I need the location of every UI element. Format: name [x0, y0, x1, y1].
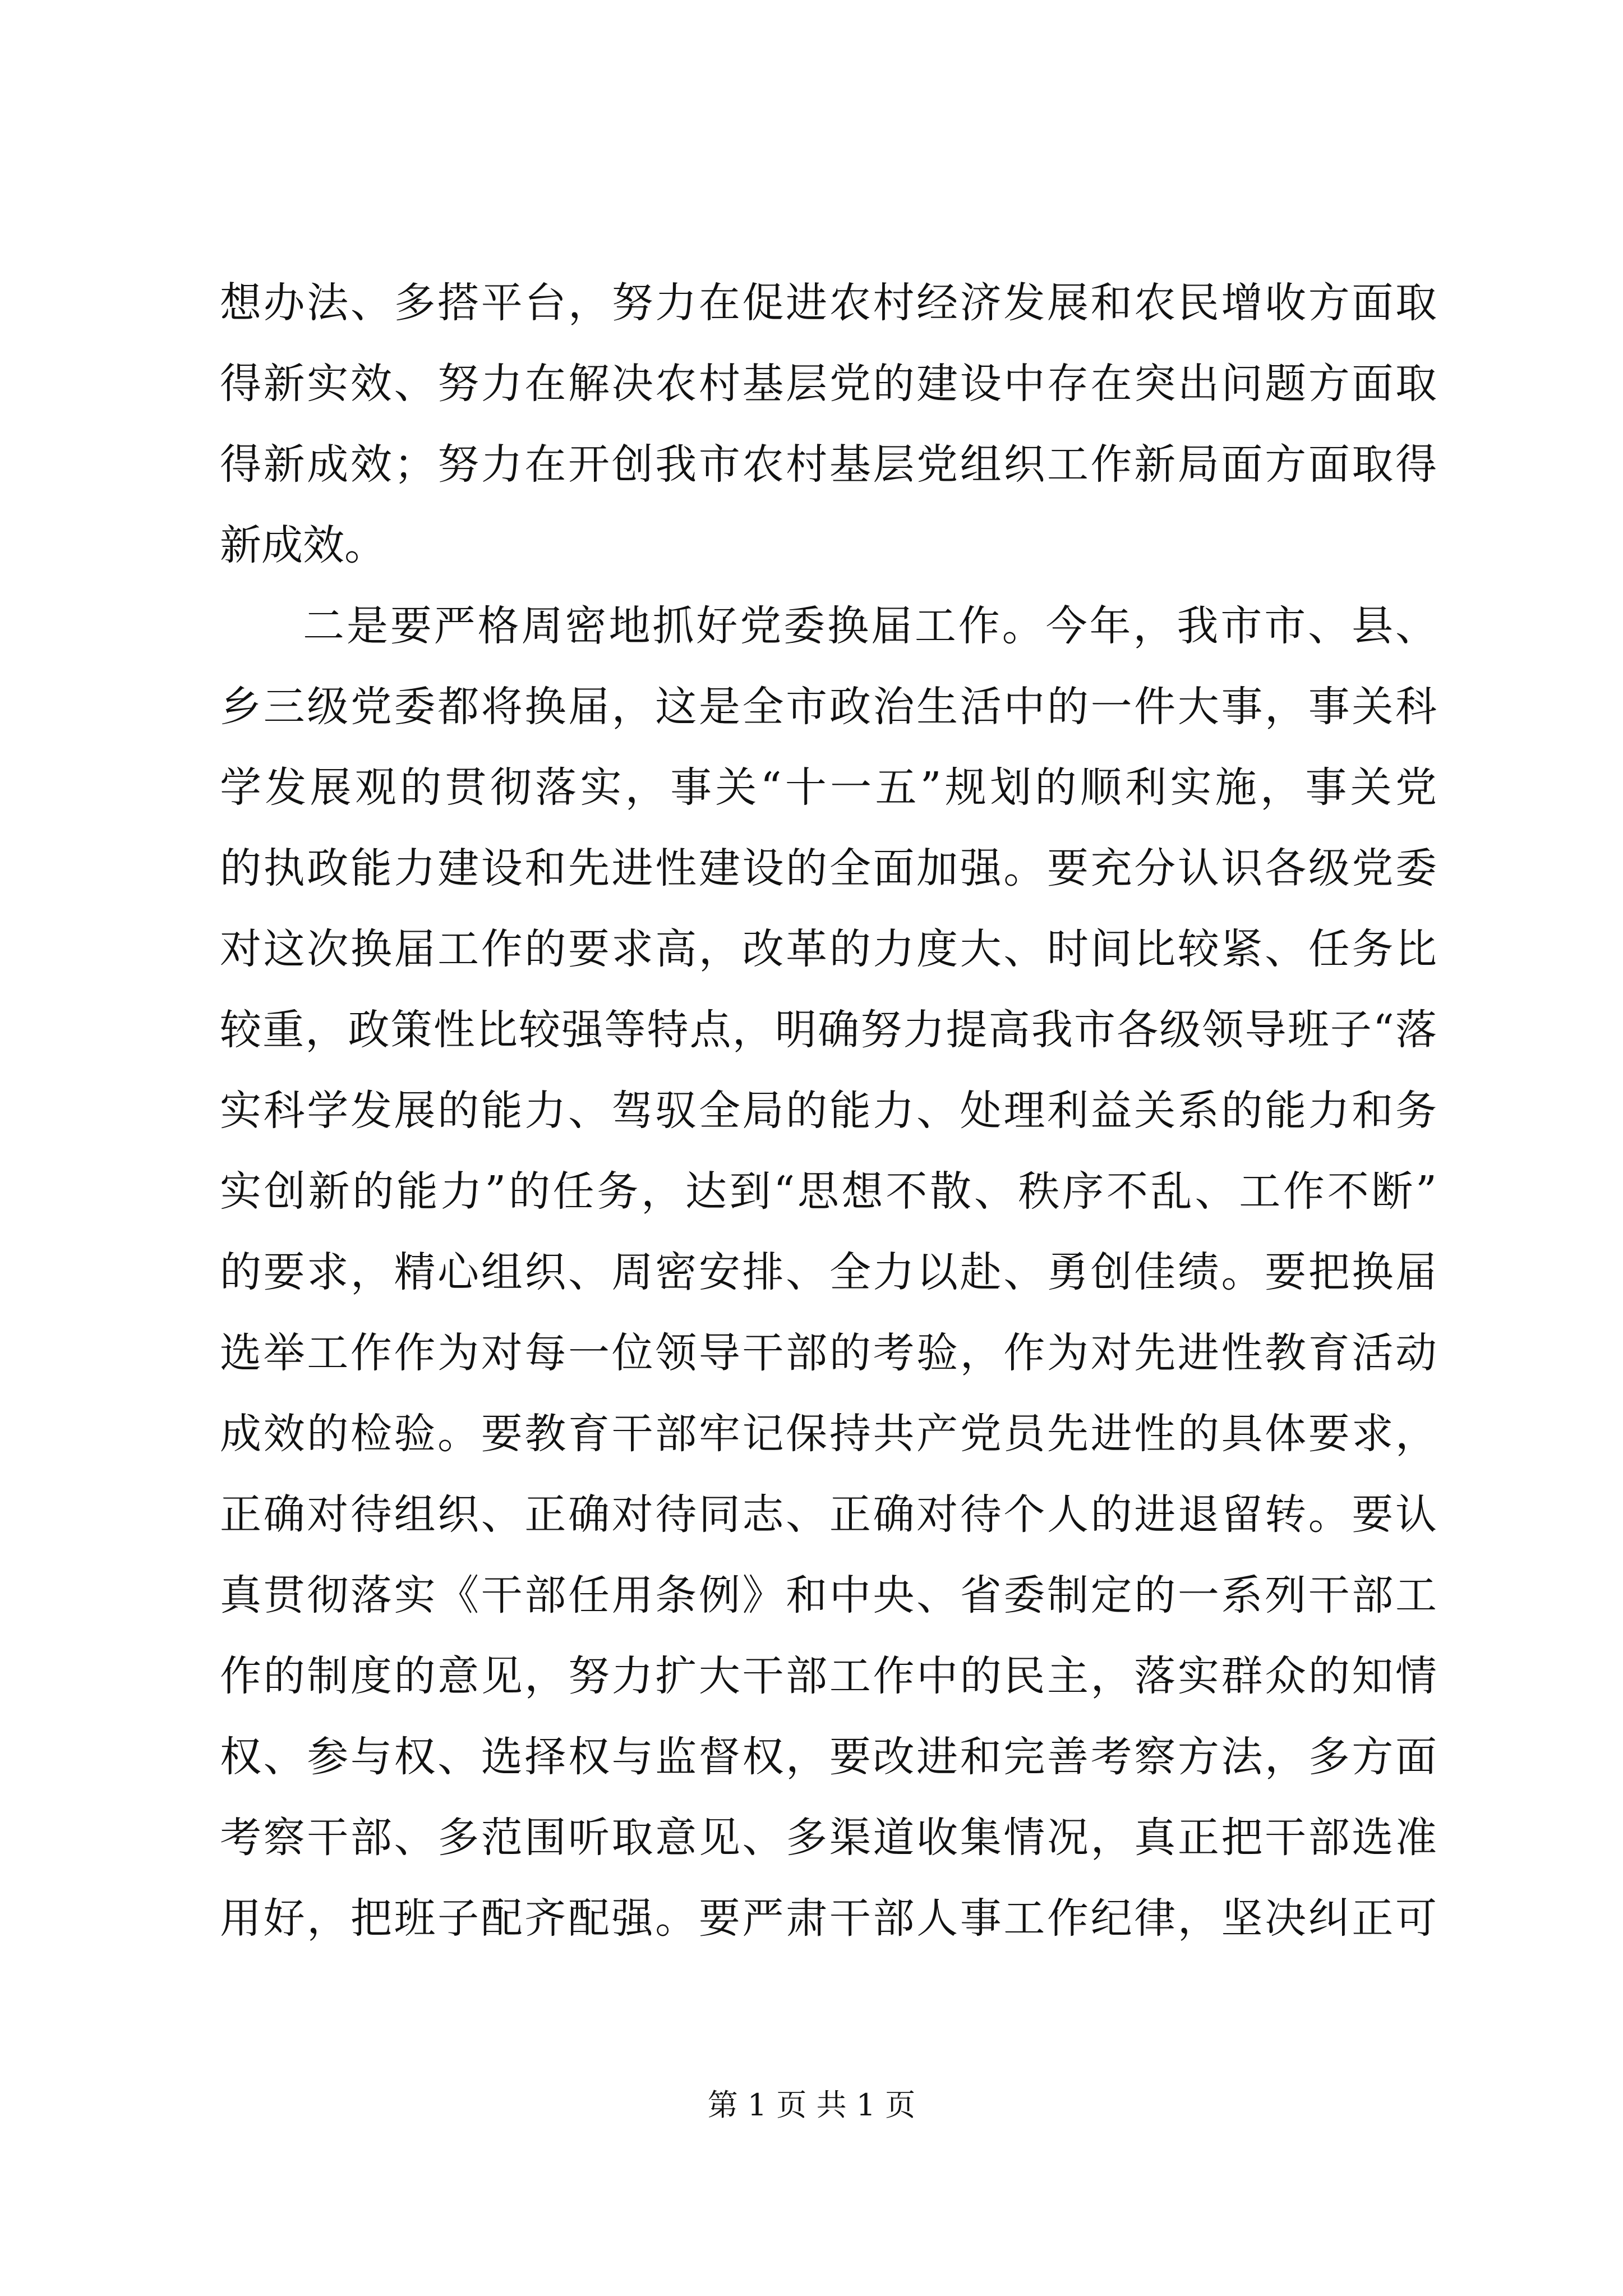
paragraph-line: 得新实效、努力在解决农村基层党的建设中存在突出问题方面取 [220, 360, 1437, 408]
paragraph-line: 成效的检验。要教育干部牢记保持共产党员先进性的具体要求， [220, 1410, 1437, 1458]
paragraph-line: 选举工作作为对每一位领导干部的考验，作为对先进性教育活动 [220, 1329, 1437, 1377]
paragraph-line: 的执政能力建设和先进性建设的全面加强。要充分认识各级党委 [220, 844, 1437, 892]
paragraph-2 [220, 586, 1437, 1959]
document-body [220, 263, 1437, 1959]
paragraph-line: 想办法、多搭平台，努力在促进农村经济发展和农民增收方面取 [220, 279, 1437, 327]
paragraph-line: 用好，把班子配齐配强。要严肃干部人事工作纪律，坚决纠正可 [220, 1894, 1437, 1943]
paragraph-line: 的要求，精心组织、周密安排、全力以赴、勇创佳绩。要把换届 [220, 1248, 1437, 1296]
paragraph-line: 权、参与权、选择权与监督权，要改进和完善考察方法，多方面 [220, 1733, 1437, 1781]
paragraph-line: 考察干部、多范围听取意见、多渠道收集情况，真正把干部选准 [220, 1814, 1437, 1862]
page-number-footer: 第 1 页 共 1 页 [707, 2087, 916, 2123]
paragraph-line: 真贯彻落实《干部任用条例》和中央、省委制定的一系列干部工 [220, 1571, 1437, 1619]
paragraph-1 [220, 263, 1437, 586]
paragraph-line: 对这次换届工作的要求高，改革的力度大、时间比较紧、任务比 [220, 925, 1437, 973]
paragraph-line: 得新成效；努力在开创我市农村基层党组织工作新局面方面取得 [220, 440, 1437, 489]
paragraph-line: 二是要严格周密地抓好党委换届工作。今年，我市市、县、 [303, 602, 1437, 650]
paragraph-line: 作的制度的意见，努力扩大干部工作中的民主，落实群众的知情 [220, 1652, 1437, 1700]
paragraph-line: 正确对待组织、正确对待同志、正确对待个人的进退留转。要认 [220, 1490, 1437, 1539]
paragraph-line: 实创新的能力”的任务，达到“思想不散、秩序不乱、工作不断” [220, 1167, 1437, 1216]
paragraph-line: 学发展观的贯彻落实，事关“十一五”规划的顺利实施，事关党 [220, 763, 1437, 812]
paragraph-line: 实科学发展的能力、驾驭全局的能力、处理利益关系的能力和务 [220, 1087, 1437, 1135]
paragraph-line: 乡三级党委都将换届，这是全市政治生活中的一件大事，事关科 [220, 683, 1437, 731]
paragraph-line: 较重，政策性比较强等特点，明确努力提高我市各级领导班子“落 [220, 1006, 1437, 1054]
paragraph-line: 新成效。 [220, 521, 386, 569]
